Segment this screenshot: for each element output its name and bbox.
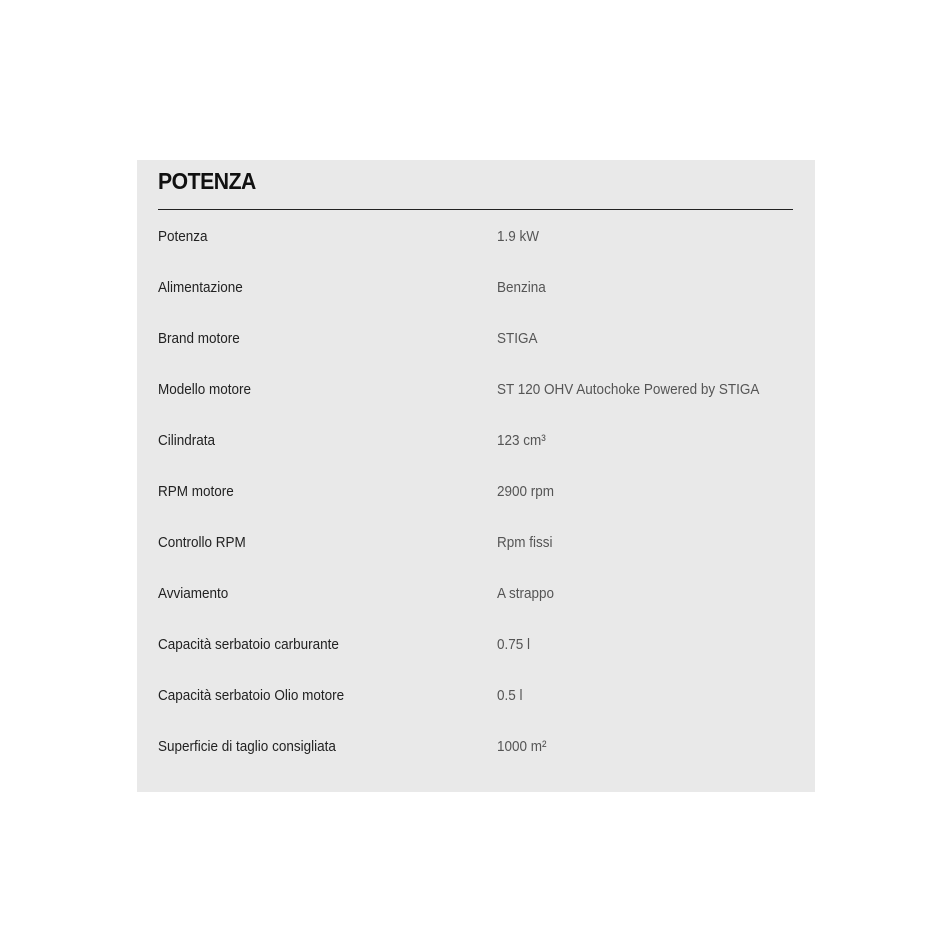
- spec-row: [158, 466, 793, 517]
- spec-label: RPM motore: [158, 483, 234, 500]
- spec-row: [158, 313, 793, 364]
- spec-value: 1.9 kW: [497, 228, 540, 245]
- spec-value: ST 120 OHV Autochoke Powered by STIGA: [497, 381, 760, 398]
- spec-label: Avviamento: [158, 585, 229, 602]
- spec-label: Capacità serbatoio Olio motore: [158, 687, 345, 704]
- spec-value: 2900 rpm: [497, 483, 555, 500]
- spec-row: [158, 262, 793, 313]
- spec-row: [158, 568, 793, 619]
- spec-list: [158, 211, 793, 772]
- spec-value: Benzina: [497, 279, 546, 296]
- spec-value: A strappo: [497, 585, 555, 602]
- spec-value: STIGA: [497, 330, 538, 347]
- spec-label: Modello motore: [158, 381, 252, 398]
- specs-panel: [137, 160, 815, 792]
- spec-row: [158, 364, 793, 415]
- spec-row: [158, 670, 793, 721]
- spec-label: Brand motore: [158, 330, 240, 347]
- spec-label: Potenza: [158, 228, 208, 245]
- section-title: POTENZA: [158, 168, 256, 194]
- spec-value: 0.5 l: [497, 687, 523, 704]
- spec-label: Cilindrata: [158, 432, 216, 449]
- spec-value: 123 cm³: [497, 432, 546, 449]
- spec-row: [158, 211, 793, 262]
- spec-label: Capacità serbatoio carburante: [158, 636, 339, 653]
- spec-label: Alimentazione: [158, 279, 243, 296]
- spec-row: [158, 415, 793, 466]
- spec-label: Controllo RPM: [158, 534, 246, 551]
- spec-value: 0.75 l: [497, 636, 531, 653]
- spec-row: [158, 619, 793, 670]
- spec-value: Rpm fissi: [497, 534, 553, 551]
- spec-row: [158, 721, 793, 772]
- spec-label: Superficie di taglio consigliata: [158, 738, 336, 755]
- spec-row: [158, 517, 793, 568]
- spec-value: 1000 m²: [497, 738, 547, 755]
- title-divider: [158, 209, 793, 210]
